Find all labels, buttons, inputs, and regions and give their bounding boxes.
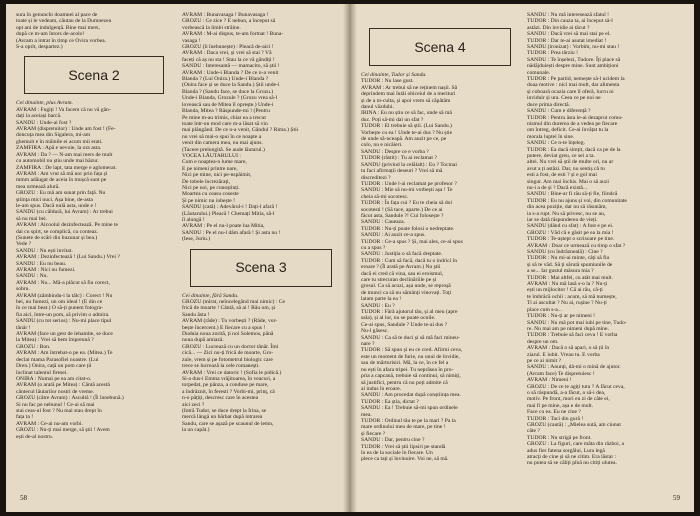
text-line: TUDOR : În fața cui ? Eu te cheia să doi [361, 200, 453, 207]
text-line: AVRAM : Doar ce urmează cu timp o sfat ? [527, 242, 626, 249]
text-line: SANDU : Eu ? [361, 302, 395, 309]
text-line: SANDU : Nu mă interesează sfatul ! [527, 12, 610, 18]
text-line: Nici pe mine, nici pe-nspăimit, [182, 172, 252, 179]
text-line: cheia să-mi socotesc. [361, 193, 409, 200]
right-col1-dialogue [361, 78, 519, 462]
left-page [6, 4, 349, 512]
text-line: IRINA : Eu nu știu ce să fac, unde să mă [361, 110, 452, 117]
text-line: place cum s-a... [527, 306, 562, 313]
text-line: AVRAM : Unde-i Blanda ? De ce n-a venit [182, 69, 279, 76]
text-line: Duduia noua zorită, ți noi Solemos, pănă [182, 331, 274, 338]
text-line: inviduir și ura. Ceea ce pe noi ne [527, 95, 601, 102]
text-line: AVRAM : Nu... Mă-a plăcut să fiu corect, [16, 279, 110, 286]
text-line: sala), și al lor, nu se poate ocnile. [361, 315, 436, 322]
text-line: danul văzduhi. [361, 104, 394, 111]
right-column-2 [527, 12, 685, 467]
text-line: nare ? [361, 341, 375, 348]
page-number-left: 58 [20, 494, 27, 502]
text-line: bește încercent.) E fiecare cu a spus ! [182, 324, 266, 331]
left-col1-dialogue [16, 107, 172, 440]
text-line: ziarul. E iubit. Vreau tu. E vorba [527, 351, 600, 358]
text-line: grosul. Ca să acuzi, așa unde, se reproșă [361, 283, 451, 290]
text-line: ONIRA : Numai pe ea am citat-o. [16, 375, 92, 382]
text-line: nu-i a de și ? Dacă există... [527, 184, 588, 191]
text-line: torpedat, pe pânza, a conduse pe mare, [182, 382, 269, 389]
text-line: adus fier fatena sorgălui, Lura legă [527, 447, 605, 454]
text-line: re. Nu mai am pe nimeni după mine. [527, 325, 609, 332]
text-line: GROZU : Lucrează cu un doctor tânăr. Îmi [182, 343, 279, 350]
text-line: sobru. [16, 286, 30, 293]
text-line: SANDU : Am procedat după conștiința mea. [361, 392, 461, 399]
text-line: atracți de cine și să ne citim. Era lăstar : [527, 454, 617, 461]
text-line: SANDU : Nu. [16, 273, 48, 280]
text-line: TUDOR (râstit) : Tu ai reclamat ? [361, 155, 437, 162]
text-line: putere, deviat greu, ce sei a ta. [527, 152, 595, 159]
text-line: despre un om. [527, 338, 559, 345]
text-line: Pe mine m-au trimis, chiar ea a trecut [182, 114, 266, 121]
text-line: TUDOR : Eu nu ajuns și voi, din comunitate [527, 197, 627, 204]
text-line: TUDOR : Ea dacă simțit, dacă ca pe de la [527, 146, 621, 153]
text-line: AVRAM : Dacă o să apari, o să ții în [527, 345, 610, 352]
text-line: să nu mai bei. [16, 215, 48, 222]
text-line: fia aici, între-un pom, să privim o admira. [16, 311, 110, 318]
text-line: le-am spus. Dacă nulă asta, unde e ! [16, 202, 97, 209]
text-line: și să te văd. Să ți sărută spumiunile de [527, 261, 613, 268]
text-line: TUDOR : Nu mi-ai minte, câți să fiu [527, 255, 610, 262]
left-column-2 [182, 12, 340, 434]
text-line: GROZU : Văd că e găsit pe ea la mia ! [527, 229, 614, 236]
text-line: S-a oprit, despartez.) [16, 44, 63, 51]
text-line: Sandu ăsta ! [182, 311, 210, 318]
text-line: TUDOR : Trebuie să faci ceva ! E vorba [527, 332, 618, 339]
text-line: TUDOR : Unde l-ai reclamat pe profesor ? [361, 180, 457, 187]
text-line: SANDU : Despre ce e vorba ? [361, 148, 429, 155]
text-line: AVRAM : Dezinfectează ! (Lui Sandu.) Vrei ? [16, 254, 120, 261]
text-line: AVRAM (râde) : Tu vorbești ? (Râde, vor- [182, 318, 278, 325]
text-line: GROZU (caută) : „Mielea sută, am ciunut [527, 422, 621, 428]
text-line: AVRAM : Vrei ce datoric ! (Sofia le pidică.) [182, 369, 282, 376]
text-line: TUDOR : Ea știa, dictat ? [361, 398, 419, 405]
text-line: GROZU : Nu-ți mai merge, să știi ! Avem [16, 427, 110, 434]
text-line: AVRAM : Da ? — N-am mai mers de mult [16, 151, 113, 158]
right-column-1 [361, 12, 519, 463]
text-line: AVRAM : Nimeni ! [527, 377, 572, 384]
text-line: te îmbrăcă ochii : acum, să mă numește, [527, 293, 617, 300]
text-line: De tobele încrezărați, [182, 178, 230, 185]
text-line: SANDU : Ca să te duci și să mă faci mineu- [361, 334, 460, 341]
text-line: AVRAM : Bunavasaga ! Bunavasaga ! [182, 12, 269, 18]
text-line: SANDU : Ai auzit ce-a spus. [361, 232, 426, 239]
text-line: latam parte la ea ! [361, 296, 402, 303]
text-line: comunale. [527, 69, 551, 76]
right-page [351, 4, 694, 512]
text-line: GROZU (îi înebunește) : Pleacă de-aici ! [182, 44, 274, 51]
text-line: AVRAM : Alcoolul dezinfectează. Pe mine te [16, 222, 118, 229]
text-line: SANDU : Dacă vrei să mai stai pe el. [527, 31, 611, 38]
text-line: SANDU (ironizat) : Vorbim, nu-mi stau ! [527, 44, 620, 51]
text-line: AVRAM : Nici nu fumezi. [16, 267, 76, 273]
text-line: toate și le vedeam, căutau de la Dumnezeu [16, 18, 112, 25]
text-line: nu ești în afara tripei. Tu neprăsea în pro- [361, 366, 454, 373]
text-line: AVRAM (o arată pe Mitea) : Cântă acestă [16, 382, 110, 389]
text-line: SANDU : Unde-ai fost ? [16, 119, 72, 126]
text-line: socotesti ! (Să tace, aparte.) De ce ai [361, 206, 443, 213]
text-line: E pe nimeni printre nare, [182, 165, 238, 172]
text-line: SANDU : Nu mă pot mai iubi pe tine, Tudo- [527, 319, 627, 326]
text-line: și de a m-culta, și apoi vrem să căpătăm [361, 97, 451, 104]
text-line: SANDU : Ea ! Trebuie să-mi spun ordinele [361, 405, 458, 412]
text-line: cică... — Zici nu-ți frică de moarte, Gro- [182, 350, 274, 357]
book-spread [6, 4, 694, 512]
text-line: Și pe nimic nu iubește ! [182, 197, 235, 204]
text-line: cântecul lăutarilor nostri de vreme. [16, 388, 95, 395]
text-line: AVRAM (zâmbindu-i la tâlc) : Corect ! Nu [16, 292, 113, 299]
text-line: (Onira face și se duce la Sandu.) Știi unde-i [182, 82, 280, 89]
text-line: SANDU : Caueaza. [361, 219, 405, 226]
text-line: noua după amiază. [182, 337, 224, 344]
text-line: mercă lângă un bărbat după intrarea [182, 414, 263, 421]
text-line: o să răspundă, a-a făcut, o să-i dea, [527, 389, 606, 396]
text-line: și coboară ocazia care îl oferă, lucru ni [527, 88, 614, 95]
text-line: TUDOR : Nu-ți poate folosi o nedreptate. [361, 225, 455, 232]
text-line: eroare ? (Îl arată pe Avram.) Nu știi [361, 264, 441, 271]
scene-3-stage-direction: Cei dinainte, fără Sandu. [182, 292, 239, 299]
text-line: TUDOR : Din cauza ta, ai început să-l [527, 18, 613, 25]
text-line: GROZU : La figuri, care mâta din război, a [527, 441, 624, 448]
text-line: mmm adăugat de aceia în mușcă sunt pe [16, 177, 107, 184]
text-line: SANDU (cu tot serios) : Nu-mi place tipul [16, 318, 112, 325]
text-line: TUDOR : Prea târziu ! [527, 50, 578, 57]
text-line: Unde-i Blanda, Grozule ? (Grozu vrea să-l [182, 95, 278, 102]
text-line: Ce-ai spus, Sandule ? Unde te-ai dus ? [361, 321, 448, 328]
text-line: după ce m-am întors de-acolo! [16, 31, 85, 38]
text-line: Blanda ? (Lui Onira.) Unde-i Blanda ? [182, 76, 269, 83]
text-line: TUDOR : Taci din gură ! [527, 415, 584, 422]
text-line: AVRAM : Ar trebui să ne reținem nașii. Să [361, 84, 458, 91]
text-line: frică de moarte ! Cântă, să ai ! Rău om, și [182, 305, 276, 312]
scene-2-stage-direction: Cei dinainte, plus Avram. [16, 100, 73, 107]
scene-4-heading: Scena 4 [369, 28, 511, 66]
text-line: AVRAM : Ce-ai nu-am vorbi. [16, 420, 83, 427]
text-line: mea urmează alură. [16, 183, 60, 190]
left-column-1 [16, 12, 172, 440]
text-line: nu putea să se căliți pînă nu citiți ulutea. [527, 460, 617, 467]
text-line: câte ? [527, 428, 540, 435]
text-line: Si nu fac pe nebunul ! Ce-ai să mai [16, 401, 95, 408]
text-line: Vorbește cu ea ! Unde te-ai dus ? Nu știe [361, 129, 453, 136]
text-line: nădăjduiești despre mine. Sunt ambiționi [527, 63, 619, 70]
text-line: TUDOR : Ce-a spus ? Și, mai ales, ce-ai spus [361, 238, 463, 245]
text-line: toate într-un mod care m-a lăsat să vin [182, 120, 268, 127]
text-line: (Lăutarului.) Pleacă ! Chemați Mitia, să-l [182, 210, 275, 217]
text-line: (Iese, Juriu.) [182, 236, 211, 243]
text-line: SANDU : Bine-ar fi rău să-ți fie, fiindcă [527, 191, 618, 198]
text-line: Vede ? [16, 241, 32, 248]
text-line: în ea de la sociale în fiecare. Un [361, 449, 433, 456]
text-line: TUDOR : Pentru ăsta le-ai dezaprut comu- [527, 114, 623, 121]
text-line: și fiecare ? [361, 430, 386, 437]
text-line: Moartea cu ceasu coseste [182, 191, 239, 198]
text-line: AVRAM : M-ai dispus, te-am format ! Buna- [182, 31, 284, 38]
text-line: avut a ți astăzi. Dar, nu sentiș că tu [527, 165, 605, 172]
text-line: GROZU : Ce zice ? E nebun, a început să [182, 18, 276, 25]
text-line: deprindem mai întâi obiceiul de a merituri [361, 91, 456, 98]
text-line: (Avram a intrat în timp ce Ovira vorbea. [16, 37, 106, 44]
text-line: la un capăt.) [182, 427, 210, 434]
text-line: venit din camera mea, nu mai ajuns. [182, 140, 263, 147]
text-line: faceți că aș nu sta ! Stau la ce vă gândiți ! [182, 56, 275, 63]
text-line: SANDU : Cum e diferență ? [527, 108, 591, 115]
text-line: colo, nu e nicăieri. [361, 142, 403, 149]
text-line: TUDOR : Fără ajutorul tău, și al meu (apre [361, 309, 458, 316]
text-line: Nu-l găsesc. [361, 328, 389, 335]
text-line: bei, nu fumezi, un om ideal ! (E din ce [16, 299, 103, 306]
text-line: din acea poziție, dar nu să răsunăm, [527, 204, 607, 211]
text-line: TUDOR : Ordinul tău te pe la mari ? Pa la [361, 417, 456, 424]
text-line: GROZU : De ce te agiți tutu ? A făcut ceva, [527, 383, 625, 390]
text-line: iar se dată răspunderea de vieți. [527, 217, 598, 223]
text-line: SANDU (cată) : Adevărul-i ! Dați-l afară ! [182, 204, 278, 211]
text-line: (Avram face) Te dispretuiesc ! [527, 370, 595, 377]
text-line: TUDOR : Să spun și eu ce cred. Afirmi ceva, [361, 347, 463, 354]
text-line: TUDOR : Vrei să știi lipsiri pe standă [361, 443, 446, 450]
text-line: TUDOR : Cum să facă, dacă tu o indrici în [361, 257, 458, 264]
text-line: sura în genunchi doamnei al pace de [16, 12, 98, 18]
text-line: este un moment de furie, nu unul de învidie, [361, 353, 460, 360]
text-line: AVRAM : Am întrebat-o pe ea. (Mitea.) Te [16, 350, 113, 357]
text-line: doncuța mea din Sigalera, mi-am [16, 132, 91, 139]
text-line: SANDU : Justiția o să facă dreptate. [361, 251, 443, 258]
text-line: cu a spus ? [361, 244, 386, 251]
text-line: Dren.) Onira, cață un pom care ții [16, 363, 92, 370]
text-line: dacă ei cred că vina, sau ei eroismul, [361, 270, 444, 277]
text-line: AVRAM : Fugiți ! Va facem că nu vă gân- [16, 106, 111, 113]
text-line: AVRAM (face un gest de lehamite, se duce [16, 331, 113, 338]
text-line: SANDU : Interesantă — mamacito, să știi ! [182, 63, 280, 70]
text-line: TUDOR : Te-aștept o scrisoare pe tine. [527, 236, 615, 243]
text-line: SANDU : Eu nu beau. [16, 260, 67, 267]
text-line: SANDU : Dar, pentru cine ? [361, 437, 425, 444]
text-line: TUDOR : El trebuie să știi. (Lui Sandu.) [361, 123, 452, 130]
text-line: a se... Iar gustul măsura mia ? [527, 268, 594, 275]
text-line: care tu strecuran declinăriile pe și [361, 277, 437, 283]
text-line: discreditezi ? [361, 174, 391, 181]
text-line: SANDU : Anunți, dă-mi o mină de ajutor. [527, 364, 621, 371]
text-line: ești de-al nostru. [16, 433, 54, 440]
text-line: tânăr ! [16, 324, 31, 331]
text-line: singur. Am mai închis. Mai o să auzi [527, 178, 609, 185]
text-line: făcut asta, Sandule ?! Cui folosește ? [361, 212, 444, 219]
text-line: lovească sau de Mitea îl oprește.) Unde-i [182, 101, 274, 108]
text-line: TUDOR : Nu-ți ar pe nimeni ! [527, 313, 596, 320]
text-line: pria a capcană, trebuie să continui, să nimiți, [361, 373, 461, 380]
text-line: SANDU : Nu ești invitat. [16, 247, 73, 254]
scene-2-heading: Scena 2 [24, 56, 164, 94]
text-line: vorbească la limbi străine. [182, 24, 241, 31]
text-line: Si-a dus-i Emma vrăjitoarea, în veacuri, a [182, 375, 276, 382]
text-line: aici zeci ? [182, 401, 205, 408]
text-line: morala luptei în sine. [527, 133, 575, 140]
text-line: SANDU (privind la celălalt) : Eu ? Tocmai [361, 161, 457, 168]
text-line: trece se lucrează la cele romanești. [182, 363, 260, 370]
text-line: SANDU (dând cu sfat) : A fost e pe ei. [527, 223, 614, 230]
text-line: să justifici, pentru că nu poți admite că [361, 379, 448, 386]
text-line: altei. Nu vrei să știi de multe ori, nu ar [527, 159, 614, 166]
text-line: declar mama Parasofiei noastre. (Lui [16, 356, 99, 363]
text-line: AVRAM (dispretuitor) : Unde am fost ! (Fe- [16, 126, 116, 133]
text-line: (Tacere prelungită. Se aude lăutarul.) [182, 146, 265, 153]
text-line: opt ani de indulgență. Bine mai mers, [16, 24, 100, 31]
text-line: mea. [361, 411, 372, 418]
text-line: zule, vrem și pe fotometrul biologic care [182, 356, 273, 363]
scene-4-stage-direction: Cei dinainte, Tudor și Sandu. [361, 72, 427, 78]
text-line: știința mici nuci. Așa bine, de-asta [16, 196, 93, 203]
text-line: a îndrăznit, în feresti ? Vorbi-mi, prinț, că [182, 388, 275, 395]
text-line: SANDU : Te înșelezi, Tudore. Îți place să [527, 56, 621, 63]
text-line: mare ordinului meu de mare, pe tine ! [361, 424, 446, 431]
text-line: AVRAM : Am vrut să mă nor prin fața și [16, 170, 108, 177]
text-line: dai cu spirt, se complică, cu conteaz. [16, 228, 99, 235]
text-line: doaa motive : nici mai mult, dar alimenta [527, 82, 620, 89]
text-line: Cum e noaptea-n lume mare, [182, 159, 247, 166]
text-line: SANDU : Ce n-te înțeleg. [527, 140, 585, 147]
left-col2-dialogue-2 [182, 299, 340, 434]
text-line: TUDOR : Dar te-ai asutat imediat ! [527, 37, 607, 44]
text-line: SANDU : Pe el nu-l dăm afară ! Și asta nu ! [182, 229, 281, 236]
text-line: VOCEA LĂUTARULUI : [182, 152, 241, 159]
text-line: TUDOR : Nu lase gust. [361, 78, 414, 85]
left-col1-top-text [16, 12, 172, 50]
text-line: de munci ca să nu sămânți vinovați. Toți [361, 289, 452, 296]
text-line: mai plângând. De ce n-a venit, Gândul ? Rima.) Știi [182, 127, 299, 134]
scene-3-heading: Scena 3 [190, 249, 332, 287]
text-line: SANDU : Mie să nu-mi vorbești așa ! Te [361, 187, 453, 194]
text-line: fața ta ! [16, 414, 34, 421]
text-line: ai indus în eroare. [361, 385, 402, 392]
text-line: tu faci afirmații deseuri ? Vrei să mă [361, 168, 443, 175]
text-line: nu vrei să mai-o spui în ce noapte a [182, 133, 262, 140]
text-line: mai fi pe mine, așa e de mult. [527, 402, 594, 409]
text-line: TUDOR : Pe partid, nemește să-l ucidem la [527, 76, 625, 83]
text-line: GROZU (către Avram) : Ascultă ! (Îi înnebună.) [16, 395, 124, 402]
text-line: sau de mărturisiri. Mă, la ce, în ce fel a [361, 360, 449, 367]
text-line: îl alungă ! [182, 217, 205, 223]
text-line: plece ca tați și învinuire. Voi ne, să mă. [361, 456, 449, 463]
text-line: om întreg, deficit. Ce-ai învățat tu la [527, 127, 609, 134]
text-line: TUDOR : Mai altfel, cu atât mai mult. [527, 274, 613, 281]
text-line: ZAMFIRA : De lapt, tata merge e aglomerat. [16, 164, 117, 171]
text-line: cu automobil nu știu unde mai bâzur. [16, 158, 99, 165]
text-line: Sandu, care se așază pe scaunul de lemn, [182, 420, 274, 427]
text-line: la Mitea) : Vrei să bem împreună ? [16, 337, 94, 344]
text-line: în ce mai beat.) O să-ți punem fotogra- [16, 305, 103, 312]
text-line: GROZU : Eu mâ am sunat prin față. Nu [16, 190, 106, 197]
text-line: ghemuit e în mâinile ei acum mii erati. [16, 138, 103, 145]
text-line: GROZU : Bon. [16, 343, 51, 350]
text-line: stai ceas-ul fost ? Nu mai stau drept în [16, 407, 102, 414]
text-line: esti a fost, de esti ? și e gol mai [527, 172, 597, 179]
text-line: ești un mijlocitor ! Că ai rău, că-ți [527, 287, 603, 294]
text-line: (Intră Tudor, se duce drept la Irina, se [182, 407, 267, 414]
text-line: duce prima directă. [527, 101, 571, 108]
text-line: SANDU (cu căldură, lui Avram) : Ar trebui [16, 209, 113, 216]
page-number-right: 59 [673, 494, 680, 502]
text-line: de unde să-nceapă. Am auzit pe ce, pe [361, 136, 447, 143]
book-gutter [343, 4, 357, 512]
text-line: duc. Poți să-mi dai un sfat ? [361, 116, 424, 123]
text-line: nismul din durerea de a vedea pe fiecare [527, 120, 618, 127]
text-line: (Sunete de scări din buzunar și bea.) [16, 234, 98, 241]
text-line: GROZU (mirat, neîncelegând mai nimic) : Ce [182, 299, 285, 306]
text-line: TUDOR : Nu strigă pe front. [527, 434, 592, 441]
left-col2-dialogue [182, 12, 340, 243]
text-line: astăzi. Din invidie ai tăcut ? [527, 24, 590, 31]
text-line: ia s-a rupt. Nu să privesc, nu se au, [527, 210, 606, 217]
right-col2-dialogue [527, 12, 685, 467]
text-line: înclinat talentul firesei. [16, 369, 68, 376]
text-line: motiv. Pe front, mori eu zi de căte ei, [527, 396, 610, 403]
text-line: AVRAM : Nu mă lasă s-o la ? Nu-ți [527, 281, 608, 288]
text-line: Ti ai ascultat ? Nu ai, rușine ? Nu-ți [527, 300, 607, 307]
text-line: ZAMFIRA : Apă e nevoie, la ora asta. [16, 145, 102, 152]
text-line: pe ce ai nimit ? [527, 357, 562, 364]
text-line: SANDU (cu îndrăzneală) : Cine ? [527, 249, 603, 256]
text-line: vasaga ! [182, 37, 201, 44]
text-line: n-o pățiți, descresc care în acestea [182, 395, 259, 402]
text-line: Blanda ? (Sandu face, se duce la Grozu.) [182, 88, 274, 95]
text-line: Face cu ea. Eu ne cine ? [527, 409, 581, 416]
text-line: Nici pe noi, pe cunoștinți. [182, 184, 240, 191]
text-line: AVRAM : Daca vrei, și vrei să stai ? Vă [182, 50, 272, 57]
text-line: Blanda, Mitea ? Răspunde-mi ! (Pentru [182, 108, 270, 115]
text-line: dați la aceiași barcă. [16, 113, 62, 120]
text-line: AVRAM : Pe el nu-l poate lua Mitia, [182, 223, 265, 230]
